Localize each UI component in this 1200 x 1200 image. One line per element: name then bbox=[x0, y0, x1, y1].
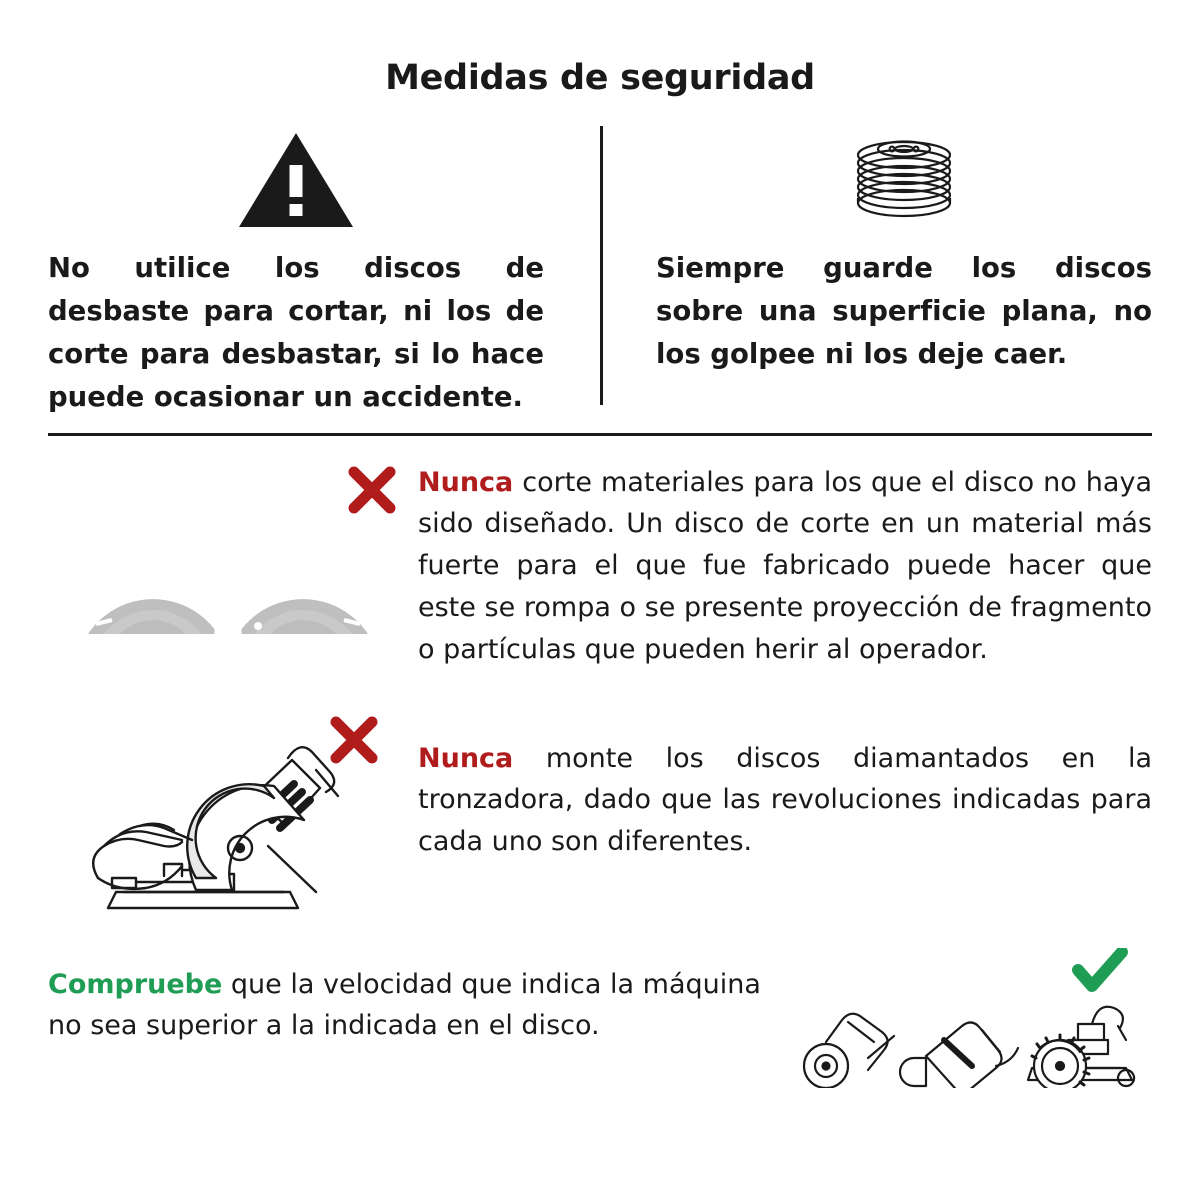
keyword-nunca-1: Nunca bbox=[418, 466, 514, 498]
advice-row bbox=[48, 948, 1152, 1088]
top-panel-warning-text: No utilice los discos de desbaste para cortar, ni los de corte para desbastar, si lo hace puede ocasionar un accidente. bbox=[48, 252, 544, 413]
green-check-icon bbox=[1078, 952, 1122, 986]
top-panel-warning bbox=[48, 124, 600, 419]
advice-body: que la velocidad que indica la máquina no sea superior a la indicada en el disco. bbox=[48, 968, 761, 1042]
advice-text bbox=[48, 948, 792, 1048]
broken-cutting-disc-icon bbox=[48, 454, 418, 674]
top-panels bbox=[48, 124, 1152, 419]
red-x-icon bbox=[354, 472, 390, 508]
top-panel-storage bbox=[600, 124, 1152, 419]
warning-row-broken-disc bbox=[48, 454, 1152, 674]
stacked-discs-icon bbox=[844, 124, 964, 229]
top-panel-storage-text: Siempre guarde los discos sobre una superficie plana, no los golpee ni los deje caer. bbox=[656, 252, 1152, 370]
page-title: Medidas de seguridad bbox=[385, 58, 815, 98]
chop-saw-hand-icon bbox=[48, 700, 418, 930]
warning-body-2: monte los discos diamantados en la tronzadora, dado que las revoluciones indicadas para cada uno son diferentes. bbox=[418, 742, 1152, 858]
keyword-compruebe: Compruebe bbox=[48, 968, 223, 1000]
warning-body-1: corte materiales para los que el disco no haya sido diseñado. Un disco de corte en un material más fuerte para el que fue fabricado puede hacer que este se rompa o se presente proyección de fragmento o partículas que pueden herir al operador. bbox=[418, 466, 1152, 665]
warning-text-broken-disc bbox=[418, 454, 1152, 671]
red-x-icon bbox=[336, 722, 372, 758]
power-tools-group-icon bbox=[792, 948, 1152, 1088]
warning-triangle-exclamation-icon bbox=[237, 124, 355, 229]
column-divider bbox=[600, 126, 603, 405]
warning-row-chop-saw bbox=[48, 700, 1152, 930]
section-divider bbox=[48, 433, 1152, 436]
keyword-nunca-2: Nunca bbox=[418, 742, 514, 774]
warning-text-chop-saw bbox=[418, 700, 1152, 864]
